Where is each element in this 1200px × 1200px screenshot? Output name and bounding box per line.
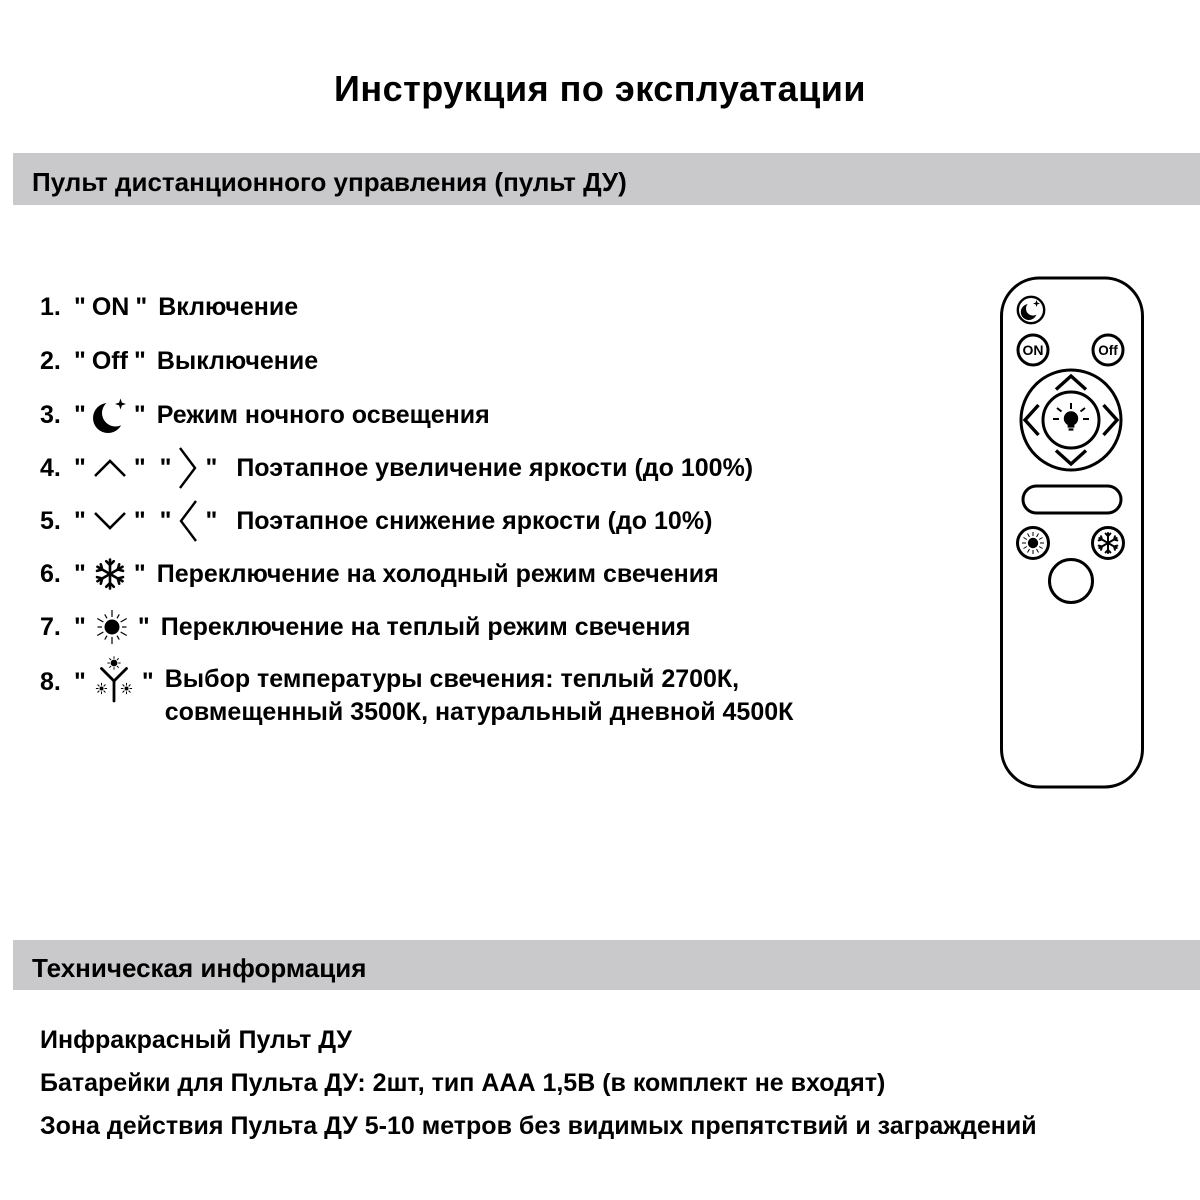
list-item-temp-select bbox=[40, 660, 794, 726]
list-item-night-mode bbox=[40, 393, 490, 437]
item-number: 3. bbox=[40, 400, 61, 429]
sun-icon bbox=[92, 607, 132, 647]
section-header-tech-label: Техническая информация bbox=[32, 953, 367, 983]
tech-info-line: Зона действия Пульта ДУ 5-10 метров без видимых препятствий и заграждений bbox=[40, 1112, 1037, 1140]
warm-mode-button bbox=[1018, 528, 1049, 559]
item-text: Поэтапное увеличение яркости (до 100%) bbox=[236, 453, 754, 482]
button-reference: " " " " bbox=[74, 445, 217, 491]
tech-info-line: Батарейки для Пульта ДУ: 2шт, тип ААА 1,5В (в комплект не входят) bbox=[40, 1069, 886, 1097]
item-text: Поэтапное снижение яркости (до 10%) bbox=[236, 506, 713, 535]
list-item-cool-mode bbox=[40, 552, 719, 596]
button-reference: " " bbox=[74, 395, 146, 435]
button-reference: " Off " bbox=[74, 346, 146, 375]
svg-text:ON: ON bbox=[1022, 342, 1044, 358]
item-text: Режим ночного освещения bbox=[156, 400, 490, 429]
item-text: Переключение на холодный режим свечения bbox=[156, 559, 719, 588]
item-text: Выбор температуры свечения: теплый 2700К, совмещенный 3500К, натуральный дневной 4500К bbox=[164, 665, 794, 726]
list-item-on bbox=[40, 285, 298, 329]
page-title: Инструкция по эксплуатации bbox=[333, 68, 867, 109]
list-item-warm-mode bbox=[40, 605, 690, 649]
chevron-right-icon bbox=[177, 445, 199, 491]
snowflake-icon bbox=[92, 556, 128, 592]
item-number: 4. bbox=[40, 453, 61, 482]
color-temp-select-icon bbox=[92, 656, 136, 704]
list-item-off bbox=[40, 339, 318, 383]
item-number: 6. bbox=[40, 559, 61, 588]
section-header-tech bbox=[13, 940, 1200, 990]
button-reference: " ON " bbox=[74, 292, 148, 321]
tech-info-line: Инфракрасный Пульт ДУ bbox=[40, 1026, 352, 1054]
chevron-left-icon bbox=[177, 498, 199, 544]
item-text: Выключение bbox=[156, 346, 319, 375]
chevron-down-icon bbox=[92, 510, 128, 532]
item-number: 8. bbox=[40, 667, 61, 696]
svg-text:Off: Off bbox=[1098, 343, 1118, 358]
off-label: Off bbox=[91, 346, 128, 375]
item-number: 2. bbox=[40, 346, 61, 375]
moon-star-icon bbox=[92, 395, 128, 435]
item-text: Переключение на теплый режим свечения bbox=[160, 612, 691, 641]
button-reference: " " bbox=[74, 607, 150, 647]
remote-control-diagram bbox=[993, 272, 1151, 794]
list-item-brightness-down bbox=[40, 499, 712, 543]
item-number: 1. bbox=[40, 292, 61, 321]
section-header-remote bbox=[13, 153, 1200, 205]
item-number: 7. bbox=[40, 612, 61, 641]
on-label: ON bbox=[91, 292, 130, 321]
section-header-remote-label: Пульт дистанционного управления (пульт ДУ) bbox=[32, 167, 627, 197]
item-text: Включение bbox=[158, 292, 299, 321]
button-reference: " " bbox=[74, 661, 154, 704]
chevron-up-icon bbox=[92, 457, 128, 479]
button-reference: " " " " bbox=[74, 498, 217, 544]
item-number: 5. bbox=[40, 506, 61, 535]
button-reference: " " bbox=[74, 556, 146, 592]
list-item-brightness-up bbox=[40, 446, 753, 490]
